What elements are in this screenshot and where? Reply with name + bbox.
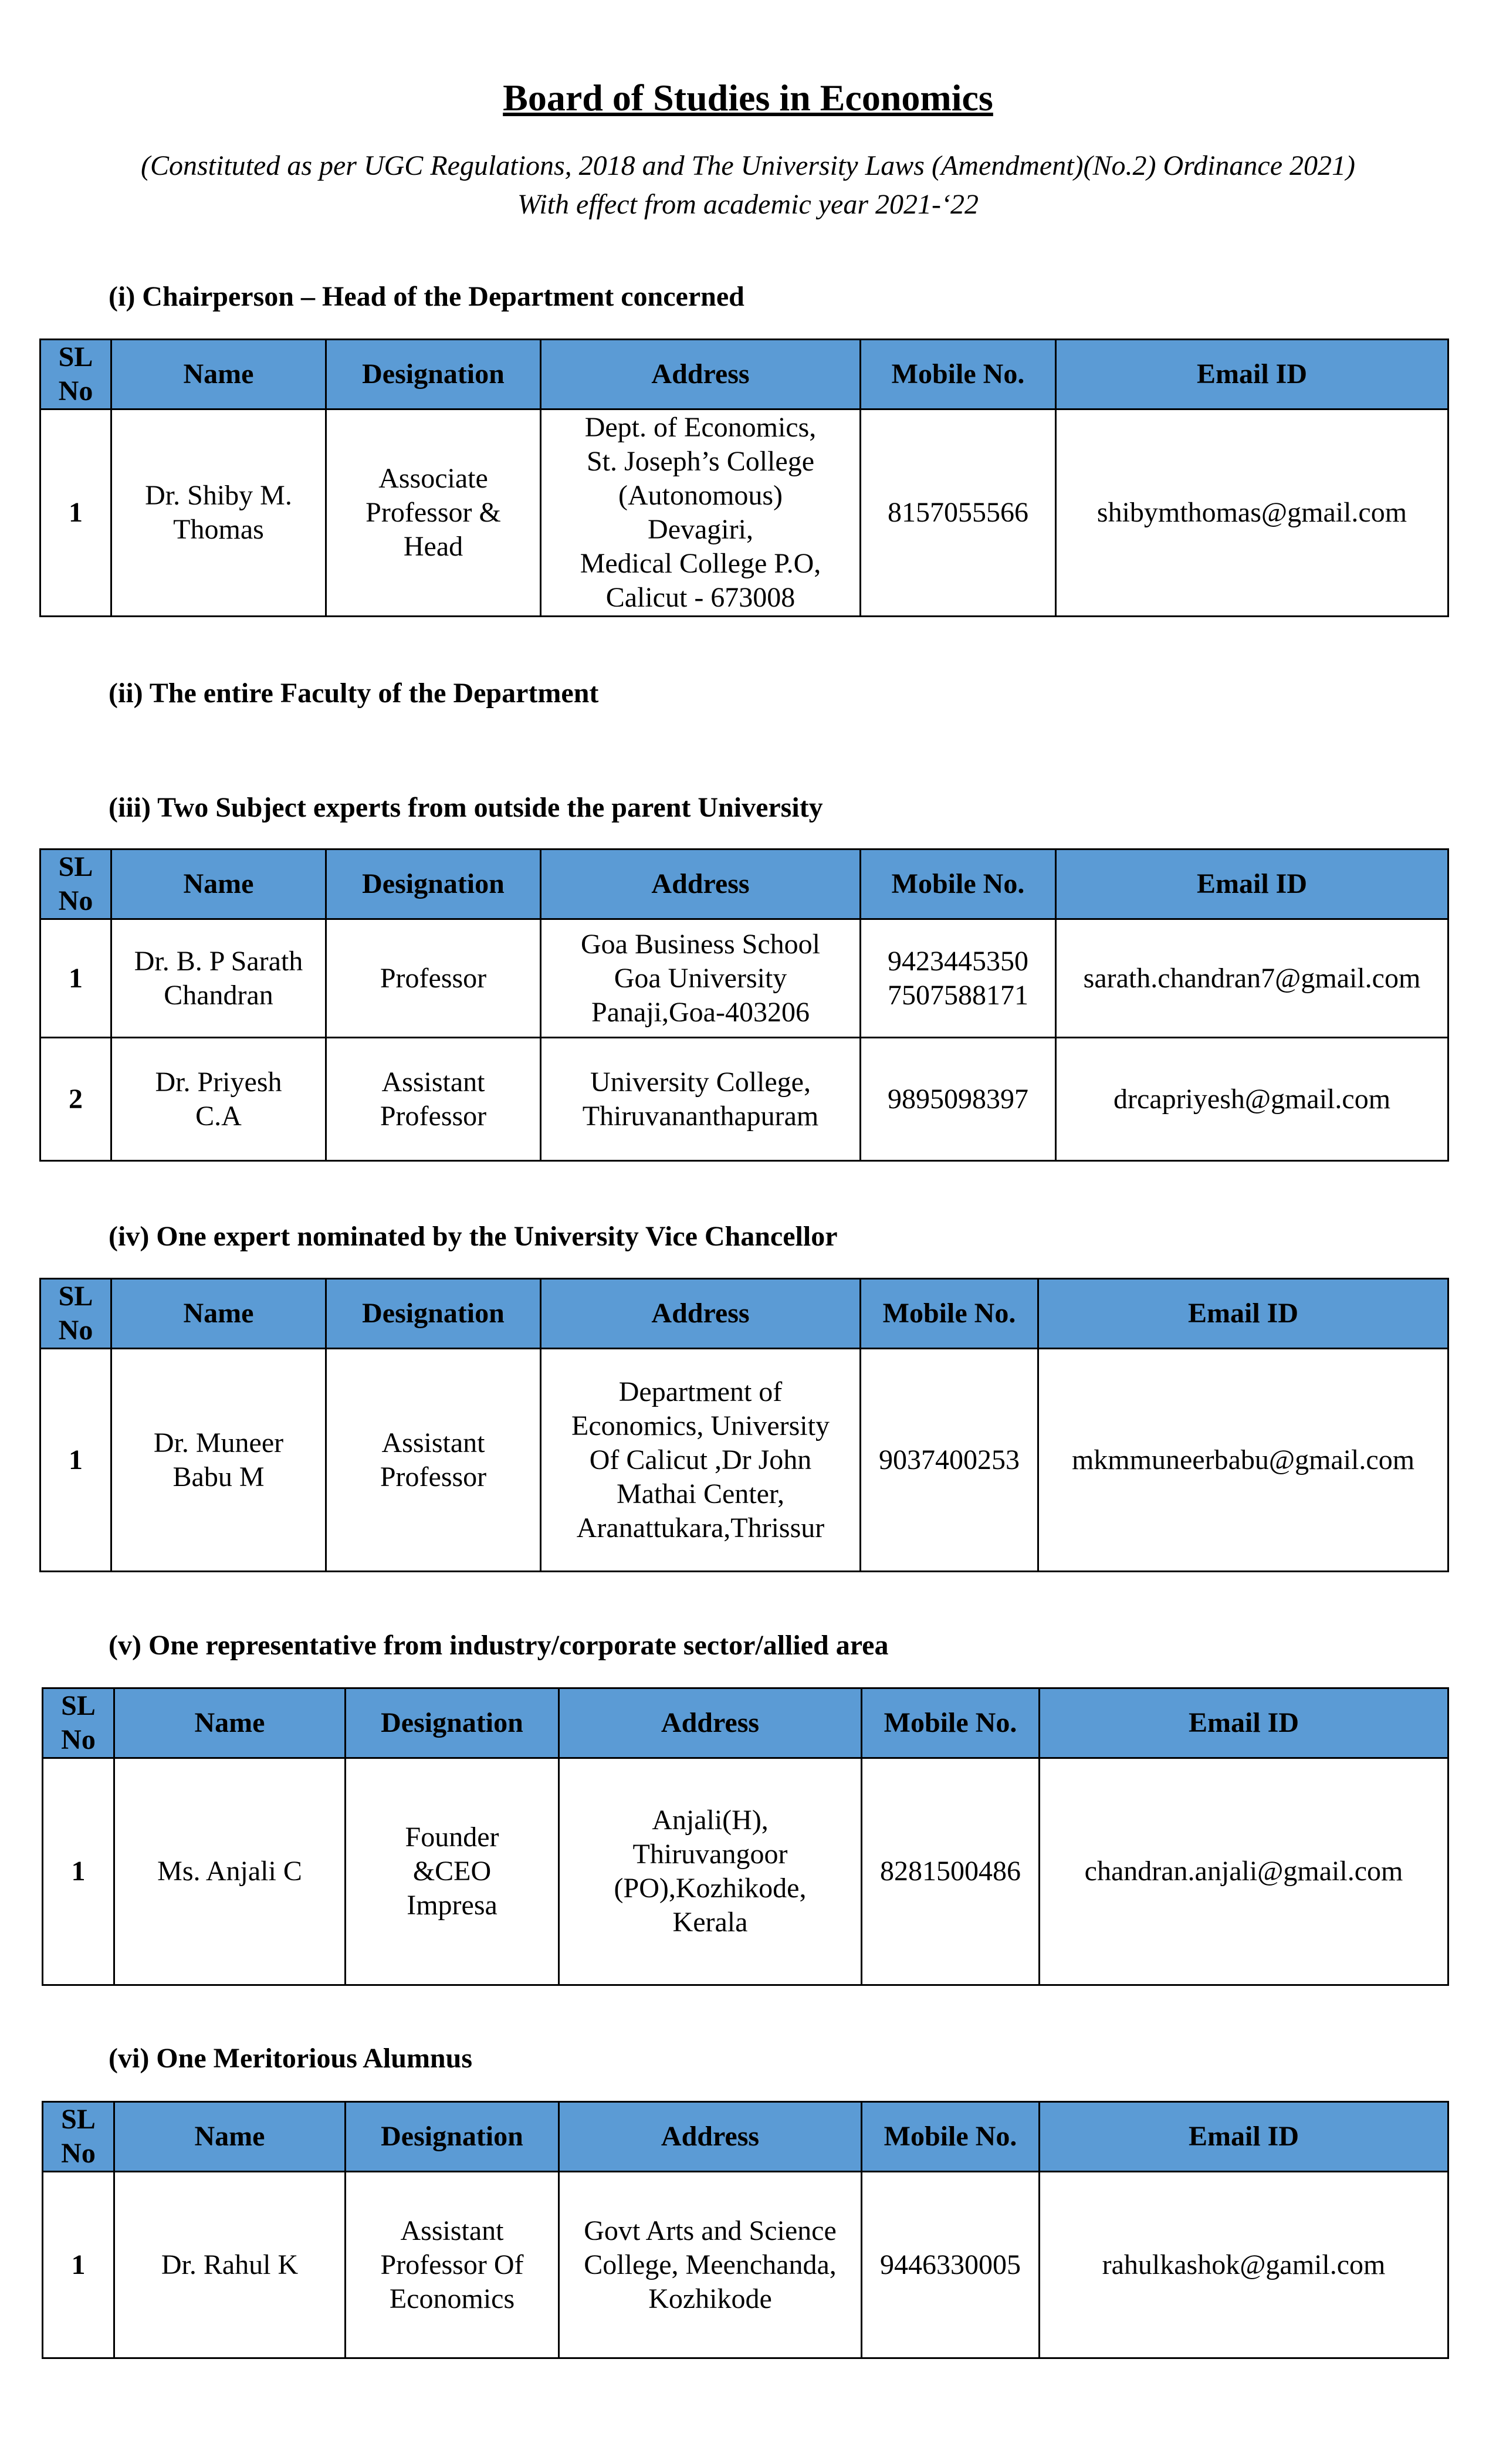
cell-mobile: 9423445350 7507588171	[861, 919, 1056, 1038]
section-heading-faculty: (ii) The entire Faculty of the Department	[109, 678, 599, 709]
header-name: Name	[111, 1279, 326, 1349]
header-designation: Designation	[326, 1279, 541, 1349]
cell-sl: 2	[40, 1038, 111, 1161]
cell-email: chandran.anjali@gmail.com	[1040, 1758, 1448, 1985]
subtitle-line-2: With effect from academic year 2021-‘22	[517, 189, 979, 220]
header-sl-no: SL No	[40, 849, 111, 919]
cell-email: rahulkashok@gamil.com	[1040, 2172, 1448, 2358]
page-title: Board of Studies in Economics	[503, 77, 993, 119]
table-header-row	[40, 849, 1448, 919]
table-header-row	[40, 340, 1448, 409]
section-heading-subject-experts: (iii) Two Subject experts from outside the parent University	[109, 792, 823, 823]
cell-mobile: 9446330005	[862, 2172, 1040, 2358]
header-sl-no: SL No	[40, 1279, 111, 1349]
table-header-row	[43, 2102, 1448, 2172]
cell-designation: Founder &CEO Impresa	[346, 1758, 559, 1985]
vc-nominee-table	[39, 1278, 1449, 1572]
meritorious-alumnus-table	[42, 2101, 1449, 2359]
cell-address: Dept. of Economics, St. Joseph’s College (Autonomous) Devagiri, Medical College P.O, Calicut - 673008	[541, 409, 861, 617]
table-header-row	[40, 1279, 1448, 1349]
cell-email: shibymthomas@gmail.com	[1056, 409, 1448, 617]
chairperson-table	[39, 339, 1449, 617]
cell-sl: 1	[43, 1758, 114, 1985]
header-sl-no: SL No	[43, 1688, 114, 1758]
header-address: Address	[559, 2102, 862, 2172]
cell-mobile: 9037400253	[861, 1349, 1038, 1572]
header-address: Address	[541, 1279, 861, 1349]
section-heading-industry-representative: (v) One representative from industry/corporate sector/allied area	[109, 1630, 889, 1661]
section-heading-chairperson: (i) Chairperson – Head of the Department concerned	[109, 281, 744, 312]
header-sl-no: SL No	[40, 340, 111, 409]
cell-name: Ms. Anjali C	[114, 1758, 346, 1985]
header-address: Address	[541, 340, 861, 409]
table-row	[40, 409, 1448, 617]
header-mobile: Mobile No.	[862, 1688, 1040, 1758]
cell-designation: Assistant Professor Of Economics	[346, 2172, 559, 2358]
table-row	[40, 1038, 1448, 1161]
cell-designation: Assistant Professor	[326, 1349, 541, 1572]
header-email: Email ID	[1038, 1279, 1448, 1349]
cell-sl: 1	[40, 409, 111, 617]
header-mobile: Mobile No.	[861, 340, 1056, 409]
section-heading-vc-nominee: (iv) One expert nominated by the University Vice Chancellor	[109, 1221, 838, 1252]
header-email: Email ID	[1056, 849, 1448, 919]
cell-address: Anjali(H), Thiruvangoor (PO),Kozhikode, Kerala	[559, 1758, 862, 1985]
header-address: Address	[559, 1688, 862, 1758]
cell-address: Goa Business School Goa University Panaji,Goa-403206	[541, 919, 861, 1038]
cell-name: Dr. Rahul K	[114, 2172, 346, 2358]
header-name: Name	[114, 2102, 346, 2172]
cell-sl: 1	[43, 2172, 114, 2358]
cell-name: Dr. Muneer Babu M	[111, 1349, 326, 1572]
header-email: Email ID	[1040, 2102, 1448, 2172]
cell-name: Dr. B. P Sarath Chandran	[111, 919, 326, 1038]
cell-name: Dr. Priyesh C.A	[111, 1038, 326, 1161]
cell-mobile: 8157055566	[861, 409, 1056, 617]
cell-sl: 1	[40, 919, 111, 1038]
industry-representative-table	[42, 1687, 1449, 1986]
header-email: Email ID	[1056, 340, 1448, 409]
header-name: Name	[114, 1688, 346, 1758]
table-row	[40, 919, 1448, 1038]
section-heading-meritorious-alumnus: (vi) One Meritorious Alumnus	[109, 2043, 472, 2074]
header-designation: Designation	[326, 849, 541, 919]
table-row	[40, 1349, 1448, 1572]
table-row	[43, 2172, 1448, 2358]
cell-address: Govt Arts and Science College, Meenchanda, Kozhikode	[559, 2172, 862, 2358]
table-row	[43, 1758, 1448, 1985]
subject-experts-table	[39, 848, 1449, 1162]
header-mobile: Mobile No.	[861, 849, 1056, 919]
cell-email: mkmmuneerbabu@gmail.com	[1038, 1349, 1448, 1572]
header-mobile: Mobile No.	[861, 1279, 1038, 1349]
header-designation: Designation	[326, 340, 541, 409]
cell-designation: Associate Professor & Head	[326, 409, 541, 617]
cell-designation: Professor	[326, 919, 541, 1038]
cell-mobile: 9895098397	[861, 1038, 1056, 1161]
header-designation: Designation	[346, 1688, 559, 1758]
header-sl-no: SL No	[43, 2102, 114, 2172]
subtitle-line-1: (Constituted as per UGC Regulations, 2018 and The University Laws (Amendment)(No.2) Ordinance 2021)	[140, 150, 1356, 181]
cell-email: sarath.chandran7@gmail.com	[1056, 919, 1448, 1038]
cell-name: Dr. Shiby M. Thomas	[111, 409, 326, 617]
header-designation: Designation	[346, 2102, 559, 2172]
header-name: Name	[111, 340, 326, 409]
cell-address: Department of Economics, University Of Calicut ,Dr John Mathai Center, Aranattukara,Thrissur	[541, 1349, 861, 1572]
cell-designation: Assistant Professor	[326, 1038, 541, 1161]
cell-mobile: 8281500486	[862, 1758, 1040, 1985]
table-header-row	[43, 1688, 1448, 1758]
page-subtitle	[0, 147, 1496, 224]
cell-email: drcapriyesh@gmail.com	[1056, 1038, 1448, 1161]
header-email: Email ID	[1040, 1688, 1448, 1758]
header-mobile: Mobile No.	[862, 2102, 1040, 2172]
cell-sl: 1	[40, 1349, 111, 1572]
header-address: Address	[541, 849, 861, 919]
cell-address: University College, Thiruvananthapuram	[541, 1038, 861, 1161]
header-name: Name	[111, 849, 326, 919]
